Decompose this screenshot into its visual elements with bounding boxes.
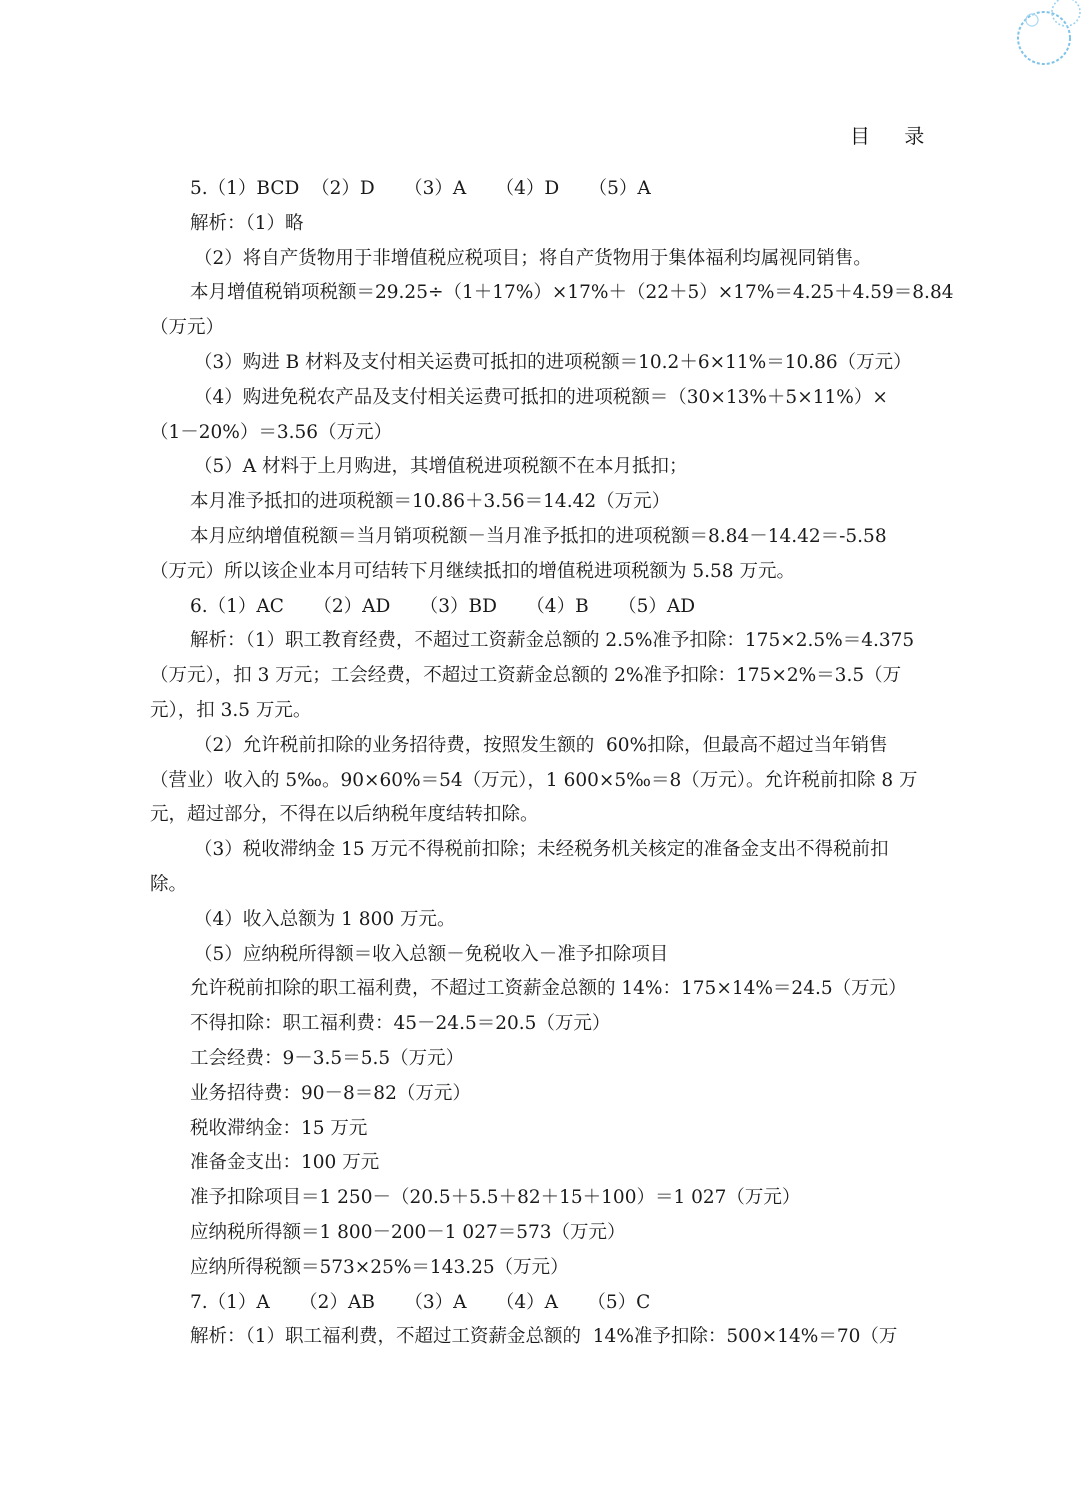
analysis-line: （5）A 材料于上月购进，其增值税进项税额不在本月抵扣；	[194, 456, 688, 478]
analysis-line: （3）税收滞纳金 15 万元不得税前扣除；未经税务机关核定的准备金支出不得税前扣	[194, 839, 889, 861]
analysis-line: 元，超过部分，不得在以后纳税年度结转扣除。	[150, 804, 539, 826]
document-body	[150, 172, 968, 1355]
page-header-title: 目 录	[850, 124, 939, 148]
analysis-line: （营业）收入的 5‰。90×60%＝54（万元），1 600×5‰＝8（万元）。允许税前扣除 8 万	[150, 769, 918, 791]
analysis-line: （万元），扣 3 万元；工会经费，不超过工资薪金总额的 2%准予扣除：175×2%＝3.5（万	[150, 665, 902, 687]
analysis-line: （万元）	[150, 317, 225, 339]
analysis-line: 准予扣除项目＝1 250－（20.5＋5.5＋82＋15＋100）＝1 027（万元）	[190, 1187, 801, 1209]
analysis-line: 业务招待费：90－8＝82（万元）	[190, 1082, 471, 1104]
analysis-line: 不得扣除：职工福利费：45－24.5＝20.5（万元）	[190, 1013, 611, 1035]
analysis-line: 工会经费：9－3.5＝5.5（万元）	[190, 1047, 465, 1069]
analysis-line: （4）收入总额为 1 800 万元。	[194, 908, 456, 930]
bubble-decoration-icon	[974, 0, 1084, 90]
analysis-line: （3）购进 B 材料及支付相关运费可抵扣的进项税额＝10.2＋6×11%＝10.86（万元）	[194, 351, 912, 373]
analysis-line: （1－20%）＝3.56（万元）	[150, 421, 393, 443]
analysis-line: 税收滞纳金：15 万元	[190, 1117, 368, 1139]
analysis-line: 解析：（1）职工教育经费，不超过工资薪金总额的 2.5%准予扣除：175×2.5%＝4.375	[190, 630, 915, 652]
analysis-line: （2）将自产货物用于非增值税应税项目；将自产货物用于集体福利均属视同销售。	[194, 247, 872, 269]
analysis-line: 除。	[150, 873, 188, 895]
analysis-line: 允许税前扣除的职工福利费，不超过工资薪金总额的 14%：175×14%＝24.5（万元）	[190, 978, 907, 1000]
answer-line-q7: 7.（1）A （2）AB （3）A （4）A （5）C	[190, 1291, 651, 1313]
analysis-line: 本月准予抵扣的进项税额＝10.86＋3.56＝14.42（万元）	[190, 491, 671, 513]
analysis-line: 准备金支出：100 万元	[190, 1152, 380, 1174]
answer-line-q6: 6.（1）AC （2）AD （3）BD （4）B （5）AD	[190, 595, 696, 617]
analysis-line: 本月应纳增值税额＝当月销项税额－当月准予抵扣的进项税额＝8.84－14.42＝-5.58	[190, 525, 887, 547]
analysis-line: 元），扣 3.5 万元。	[150, 699, 312, 721]
analysis-line: （2）允许税前扣除的业务招待费，按照发生额的 60%扣除，但最高不超过当年销售	[194, 734, 888, 756]
analysis-line: 应纳税所得额＝1 800－200－1 027＝573（万元）	[190, 1221, 626, 1243]
analysis-line: （万元）所以该企业本月可结转下月继续抵扣的增值税进项税额为 5.58 万元。	[150, 560, 795, 582]
analysis-line: 本月增值税销项税额＝29.25÷（1＋17%）×17%＋（22＋5）×17%＝4.25＋4.59＝8.84	[190, 282, 954, 304]
analysis-line: 应纳所得税额＝573×25%＝143.25（万元）	[190, 1256, 569, 1278]
analysis-line: （4）购进免税农产品及支付相关运费可抵扣的进项税额＝（30×13%＋5×11%）×	[194, 386, 888, 408]
analysis-line: 解析：（1）略	[190, 212, 304, 234]
analysis-line: （5）应纳税所得额＝收入总额－免税收入－准予扣除项目	[194, 943, 669, 965]
answer-line-q5: 5.（1）BCD （2）D （3）A （4）D （5）A	[190, 178, 651, 199]
analysis-line: 解析：（1）职工福利费，不超过工资薪金总额的 14%准予扣除：500×14%＝70（万	[190, 1326, 898, 1348]
